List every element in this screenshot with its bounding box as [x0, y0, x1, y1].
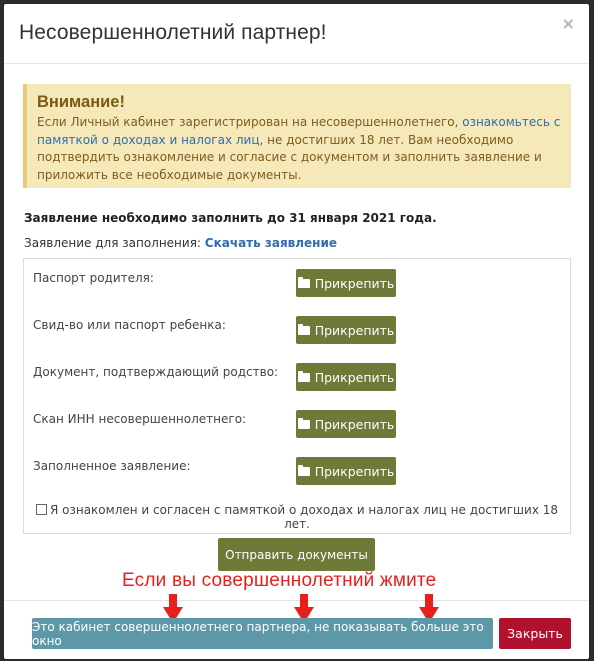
attach-button[interactable] — [296, 269, 396, 297]
download-line — [24, 236, 337, 250]
attach-button-label: Прикрепить — [314, 275, 395, 291]
agree-row — [24, 503, 570, 531]
attach-button-label: Прикрепить — [314, 322, 395, 338]
minor-partner-modal — [4, 4, 589, 659]
alert-text-before: Если Личный кабинет зарегистрирован на несовершеннолетнего, — [37, 115, 463, 129]
close-button[interactable]: Закрыть — [499, 618, 571, 649]
download-label: Заявление для заполнения: — [24, 236, 205, 250]
agree-label: Я ознакомлен и согласен с памяткой о доходах и налогах лиц не достигших 18 лет. — [49, 503, 559, 531]
send-documents-button[interactable]: Отправить документы — [218, 538, 375, 571]
doc-row-kinship-proof — [24, 353, 570, 400]
attach-button[interactable] — [296, 316, 396, 344]
attach-button-label: Прикрепить — [314, 416, 395, 432]
deadline-text: Заявление необходимо заполнить до 31 января 2021 года. — [24, 211, 437, 225]
doc-label: Свид-во или паспорт ребенка: — [33, 318, 226, 332]
alert-title: Внимание! — [37, 93, 125, 111]
warning-alert — [23, 84, 571, 188]
attach-button-label: Прикрепить — [314, 369, 395, 385]
doc-label: Паспорт родителя: — [33, 271, 154, 285]
alert-text-after: , не достигших 18 лет. Вам необходимо подтвердить ознакомление и согласие с документом и заполнить заявление и приложить все необходимые документы. — [37, 132, 542, 182]
folder-icon — [298, 326, 310, 335]
folder-icon — [298, 279, 310, 288]
attach-button-label: Прикрепить — [314, 463, 395, 479]
doc-row-child-id — [24, 306, 570, 353]
modal-title: Несовершеннолетний партнер! — [19, 21, 327, 44]
folder-icon — [298, 420, 310, 429]
doc-row-inn-scan — [24, 400, 570, 447]
folder-icon — [298, 373, 310, 382]
doc-row-parent-passport — [24, 259, 570, 306]
folder-icon — [298, 467, 310, 476]
documents-panel — [23, 258, 571, 534]
agree-checkbox[interactable] — [36, 504, 47, 515]
doc-row-filled-application — [24, 447, 570, 494]
alert-text — [37, 114, 561, 184]
attach-button[interactable] — [296, 457, 396, 485]
doc-label: Скан ИНН несовершеннолетнего: — [33, 412, 247, 426]
attach-button[interactable] — [296, 410, 396, 438]
memo-link[interactable]: ознакомьтесь с памяткой о доходах и налогах лиц — [37, 115, 561, 147]
doc-label: Заполненное заявление: — [33, 459, 191, 473]
doc-label: Документ, подтверждающий родство: — [33, 365, 279, 379]
attach-button[interactable] — [296, 363, 396, 391]
close-icon[interactable]: × — [561, 14, 575, 33]
download-link[interactable]: Скачать заявление — [204, 236, 338, 250]
callout-annotation: Если вы совершеннолетний жмите — [122, 570, 437, 591]
adult-partner-confirm-button[interactable]: Это кабинет совершеннолетнего партнера, не показывать больше это окно — [32, 618, 493, 649]
modal-header — [4, 4, 589, 64]
